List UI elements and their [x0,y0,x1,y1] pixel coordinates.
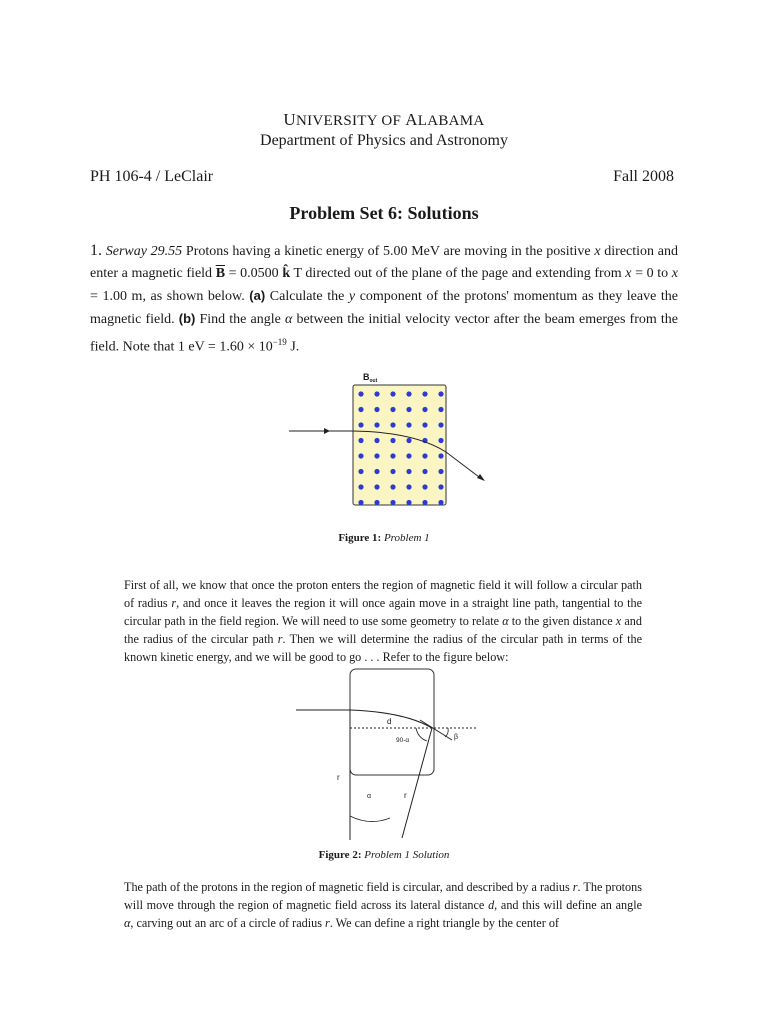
field-dot [374,422,379,427]
field-dot [406,453,411,458]
field-dot [358,407,363,412]
university-name: UNIVERSITY OF ALABAMA [283,110,485,129]
problem-source: Serway 29.55 [105,244,183,259]
field-dot [358,469,363,474]
field-dot [422,453,427,458]
field-dot [422,500,427,505]
problem-number: 1. [90,242,102,259]
angle-arc-90-alpha [416,728,427,741]
page-title: Problem Set 6: Solutions [289,203,479,223]
field-dot [358,438,363,443]
field-dot [374,484,379,489]
label-r-left: r [337,773,340,782]
paragraph-2: The path of the protons in the region of magnetic field is circular, and described by a radius r. The protons will move through the region of magnetic field across its lateral distance d, and this will define an angle α, carving out an arc of a circle of radius r. We can define a right triangle by the center of [124,880,643,930]
field-dot [438,500,443,505]
field-dot [358,391,363,396]
incoming-arrowhead [324,428,330,434]
field-dot [390,469,395,474]
field-dot [438,391,443,396]
exit-arrowhead [477,474,485,481]
field-dot [390,438,395,443]
field-dot [438,469,443,474]
field-dot [406,422,411,427]
figure-2-caption: Figure 2: Problem 1 Solution [318,849,450,861]
field-dot [422,407,427,412]
paragraph-1: First of all, we know that once the proton enters the region of magnetic field it will follow a circular path of radius r, and once it leaves the region it will once again move in a straight line path, tangential to the circular path in the field region. We will need to use some geometry to relate α to the given distance x and the radius of the circular path r. Then we will determine the radius of the circular path in terms of the known kinetic energy, and we will be good to go . . . Refer to the figure below: [124,578,643,664]
proton-arc [296,710,432,728]
label-d: d [387,717,392,726]
field-region-outline [350,669,434,775]
label-beta: β [454,734,459,741]
field-dot [422,484,427,489]
field-label: $B_{out}$ [363,372,378,384]
field-dot [374,438,379,443]
figure-1-caption: Figure 1: Problem 1 [338,532,430,544]
field-dot [422,391,427,396]
figure-2-diagram [290,664,490,844]
field-dot [438,453,443,458]
label-90-alpha: 90-α [396,737,410,744]
part-a-label: (a) [249,288,266,303]
part-b-label: (b) [178,311,196,326]
field-dot [358,453,363,458]
department-name: Department of Physics and Astronomy [260,132,508,149]
field-dot [406,438,411,443]
field-dot [390,407,395,412]
field-dot [374,407,379,412]
field-dot [406,484,411,489]
field-dot [374,453,379,458]
field-dot [390,422,395,427]
tangent-exit-line [420,720,452,740]
vector-b: $\overline{B}$ [215,266,226,281]
field-dot [374,391,379,396]
problem-1-statement: 1. Serway 29.55 Protons having a kinetic energy of 5.00 MeV are moving in the positive x direction and enter a magnetic field $\overline{B} = 0.0500$ k̂ T directed out of the plane of the page and extending from x = 0 to x = 1.00 m, as shown below. (a) Calculate the y component of the protons' momentum as they leave the magnetic field. (b) Find the angle α between the initial velocity vector after the beam emerges from the field. Note that 1 eV = $1.60 \times 10^{-19}$ J. [90,242,679,355]
field-dot [406,500,411,505]
field-dot [390,484,395,489]
field-dot [422,469,427,474]
field-dot [438,484,443,489]
diagonal-radius-line [402,728,432,838]
field-dot [406,407,411,412]
field-dot [406,469,411,474]
field-dot [374,469,379,474]
label-alpha: α [367,793,372,800]
field-dot [390,453,395,458]
field-dot [358,500,363,505]
angle-arc-alpha [350,816,390,822]
field-dot [438,407,443,412]
term: Fall 2008 [613,168,674,185]
field-dot [438,438,443,443]
field-dot [422,422,427,427]
course-id: PH 106-4 / LeClair [90,168,214,185]
field-dot [358,422,363,427]
figure-1-diagram [280,368,500,512]
field-dot [390,500,395,505]
field-dot [438,422,443,427]
field-dot [358,484,363,489]
label-r-diagonal: r [404,791,407,800]
field-dot [406,391,411,396]
field-dot [374,500,379,505]
field-dot [390,391,395,396]
